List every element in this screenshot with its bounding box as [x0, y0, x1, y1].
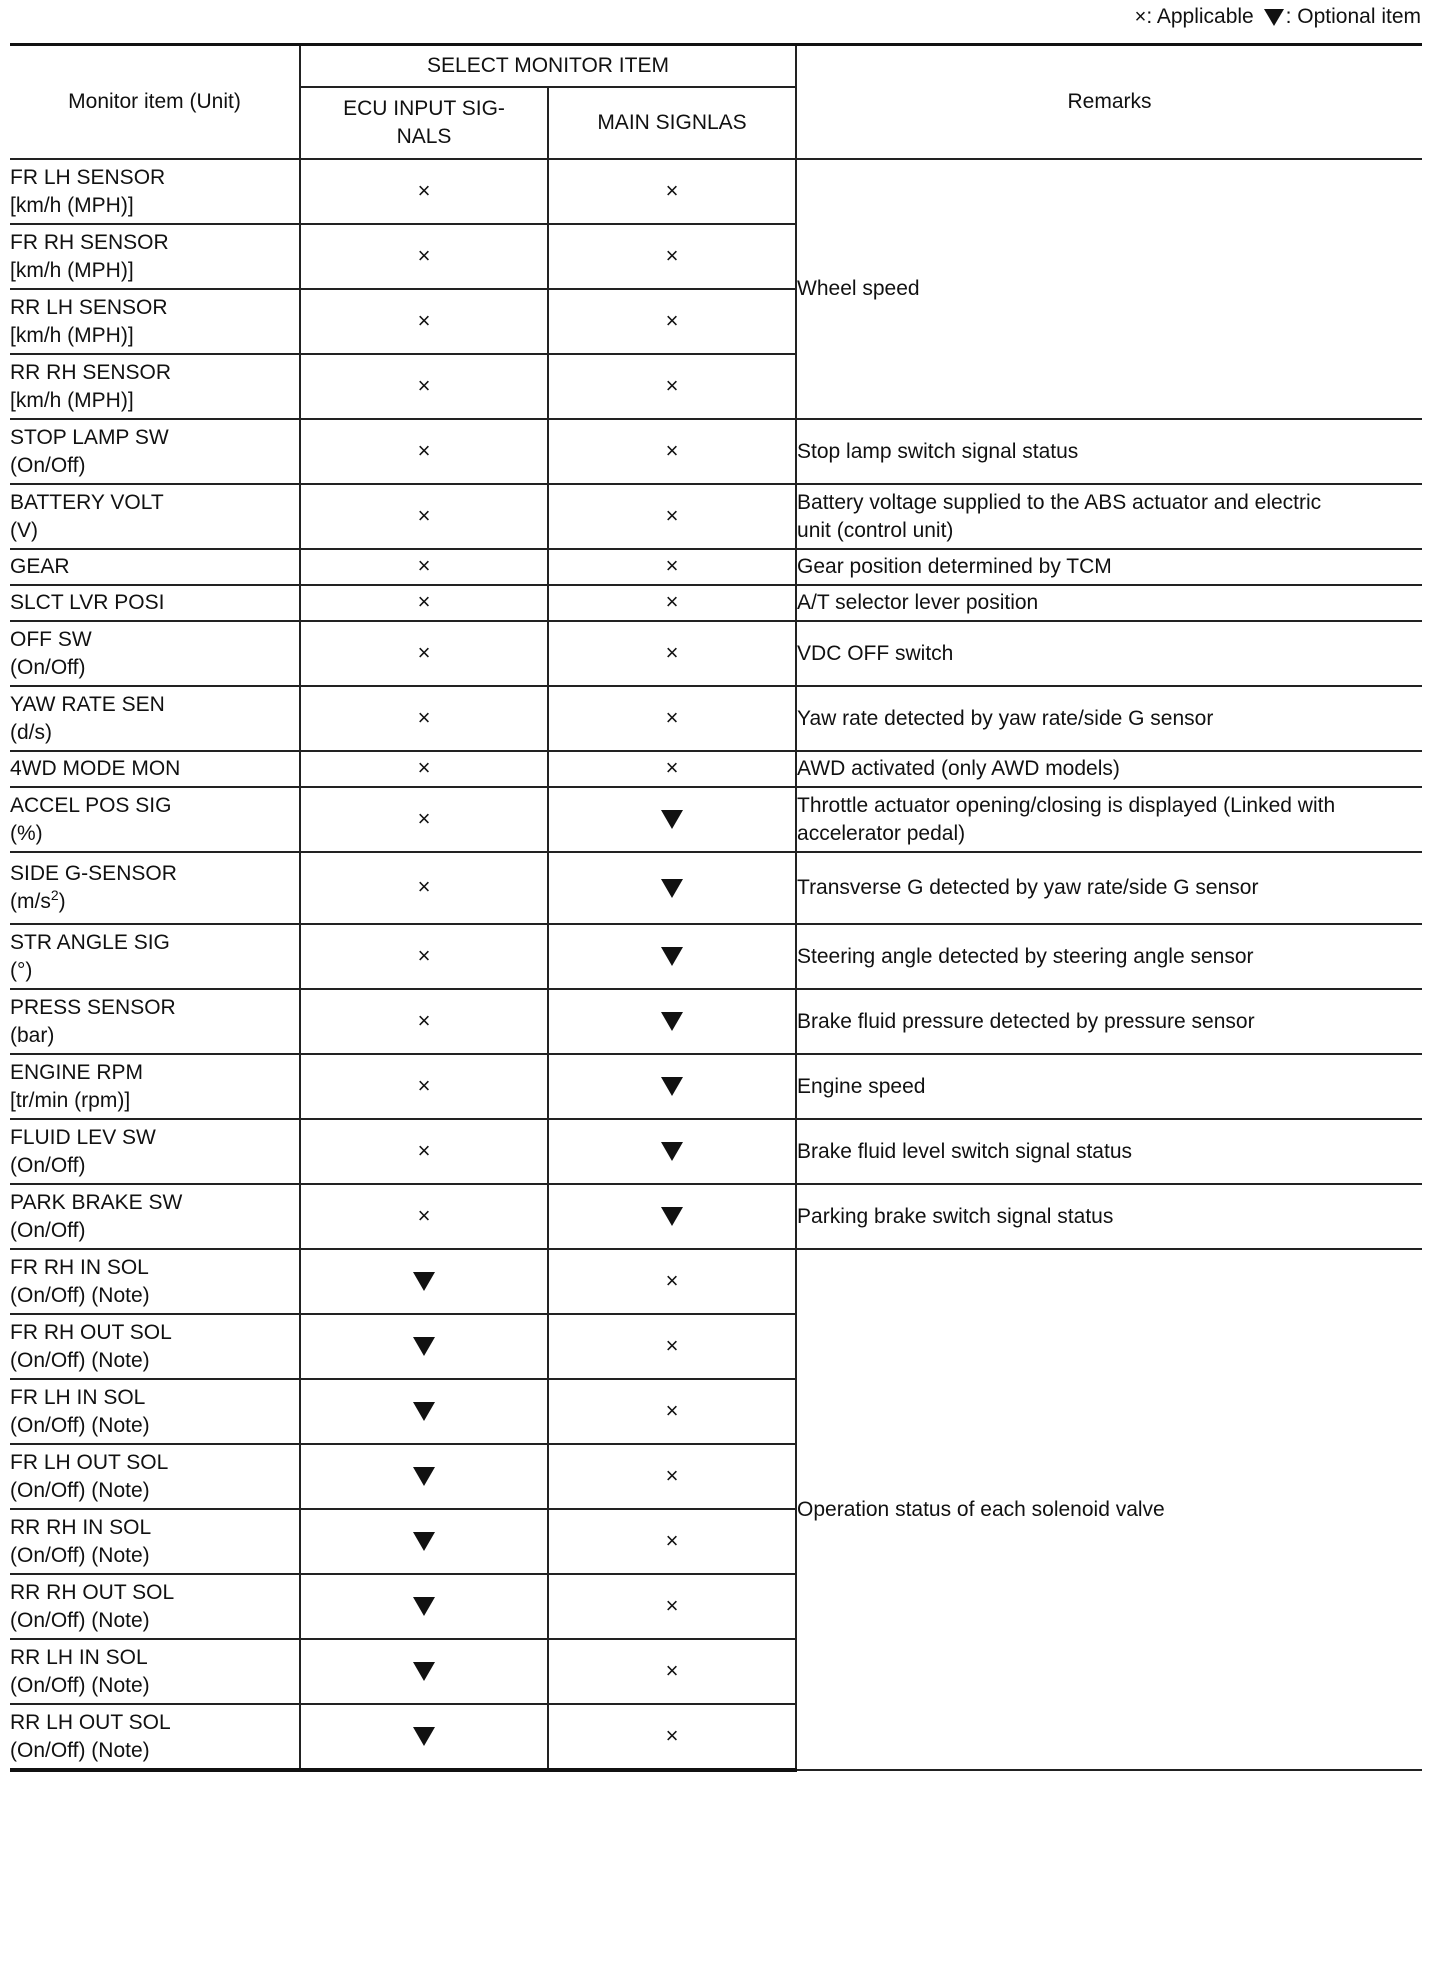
item-label: ACCEL POS SIG — [10, 793, 172, 817]
item-unit: (%) — [10, 821, 43, 845]
applicable-label: : Applicable — [1146, 5, 1254, 28]
monitor-item-table — [10, 43, 1422, 1772]
main-cell — [548, 1444, 796, 1509]
item-label: FR RH SENSOR — [10, 230, 169, 254]
main-cell — [548, 751, 796, 787]
optional-triangle-icon — [661, 1142, 683, 1161]
remark-gear: Gear position determined by TCM — [796, 549, 1422, 585]
row-item-name — [10, 1314, 300, 1379]
row-item-name — [10, 751, 300, 787]
item-unit: (bar) — [10, 1023, 55, 1047]
remark-engine-rpm: Engine speed — [796, 1054, 1422, 1119]
row-item-name — [10, 549, 300, 585]
main-cell — [548, 419, 796, 484]
row-item-name — [10, 484, 300, 549]
table-row — [10, 852, 1422, 924]
applicable-mark: × — [665, 755, 679, 780]
table-row — [10, 751, 1422, 787]
ecu-cell — [300, 751, 548, 787]
remark-solenoid: Operation status of each solenoid valve — [796, 1249, 1422, 1770]
row-item-name — [10, 1249, 300, 1314]
main-cell — [548, 159, 796, 224]
applicable-mark: × — [665, 1592, 679, 1618]
optional-triangle-icon — [413, 1532, 435, 1551]
applicable-mark: × — [417, 704, 431, 730]
item-label: FR LH OUT SOL — [10, 1450, 169, 1474]
row-item-name — [10, 585, 300, 621]
applicable-mark: × — [665, 242, 679, 268]
row-item-name — [10, 621, 300, 686]
item-unit — [10, 888, 299, 916]
applicable-mark: × — [665, 704, 679, 730]
ecu-cell — [300, 585, 548, 621]
row-item-name — [10, 1574, 300, 1639]
remark-line: accelerator pedal) — [797, 821, 966, 845]
main-cell — [548, 1509, 796, 1574]
optional-triangle-icon — [661, 947, 683, 966]
applicable-mark: × — [417, 874, 431, 899]
item-unit: [km/h (MPH)] — [10, 258, 134, 282]
main-cell — [548, 852, 796, 924]
optional-triangle-icon — [413, 1272, 435, 1291]
remark-battery — [796, 484, 1422, 549]
ecu-cell — [300, 484, 548, 549]
remark-line: Battery voltage supplied to the ABS actuator and electric — [797, 490, 1322, 514]
remark-stop-lamp: Stop lamp switch signal status — [796, 419, 1422, 484]
table-row — [10, 787, 1422, 852]
applicable-mark: × — [417, 755, 431, 780]
table-row — [10, 686, 1422, 751]
applicable-mark: × — [665, 307, 679, 333]
remark-park-brake: Parking brake switch signal status — [796, 1184, 1422, 1249]
remark-side-g: Transverse G detected by yaw rate/side G sensor — [796, 852, 1422, 924]
applicable-mark: × — [665, 1332, 679, 1358]
applicable-mark: × — [665, 372, 679, 398]
main-cell — [548, 1054, 796, 1119]
remark-accel-pos — [796, 787, 1422, 852]
row-item-name — [10, 1704, 300, 1770]
applicable-mark: × — [417, 553, 431, 578]
item-unit: (On/Off) (Note) — [10, 1478, 150, 1502]
applicable-mark: × — [665, 553, 679, 578]
optional-triangle-icon — [661, 1012, 683, 1031]
main-cell — [548, 1119, 796, 1184]
optional-triangle-icon — [413, 1337, 435, 1356]
row-item-name — [10, 1184, 300, 1249]
item-label: 4WD MODE MON — [10, 757, 181, 780]
main-cell — [548, 1574, 796, 1639]
header-select-monitor-item: SELECT MONITOR ITEM — [300, 45, 796, 88]
ecu-cell — [300, 224, 548, 289]
item-unit: (On/Off) (Note) — [10, 1673, 150, 1697]
applicable-mark: × — [665, 1462, 679, 1488]
main-cell — [548, 1379, 796, 1444]
item-unit: (On/Off) — [10, 1153, 86, 1177]
ecu-cell — [300, 621, 548, 686]
row-item-name — [10, 787, 300, 852]
main-cell — [548, 585, 796, 621]
main-cell — [548, 224, 796, 289]
main-cell — [548, 1639, 796, 1704]
main-cell — [548, 1249, 796, 1314]
ecu-cell — [300, 924, 548, 989]
ecu-cell — [300, 989, 548, 1054]
header-monitor-item: Monitor item (Unit) — [10, 45, 300, 160]
table-row — [10, 989, 1422, 1054]
item-label: RR LH IN SOL — [10, 1645, 148, 1669]
ecu-cell — [300, 1379, 548, 1444]
ecu-cell — [300, 1119, 548, 1184]
applicable-mark: × — [417, 805, 431, 831]
applicable-mark: × — [417, 242, 431, 268]
item-label: BATTERY VOLT — [10, 490, 164, 514]
ecu-cell — [300, 1639, 548, 1704]
main-cell — [548, 621, 796, 686]
item-unit: [km/h (MPH)] — [10, 323, 134, 347]
applicable-mark: × — [417, 1007, 431, 1033]
table-row — [10, 1054, 1422, 1119]
item-label: OFF SW — [10, 627, 92, 651]
header-ecu-input-signals — [300, 87, 548, 159]
ecu-cell — [300, 1444, 548, 1509]
item-label: RR LH SENSOR — [10, 295, 168, 319]
applicable-mark: × — [417, 589, 431, 614]
applicable-mark: × — [417, 437, 431, 463]
item-unit: (°) — [10, 958, 33, 982]
applicable-mark: × — [665, 502, 679, 528]
unit-prefix: (m/s — [10, 890, 51, 913]
header-ecu-line-2: NALS — [396, 125, 452, 148]
ecu-cell — [300, 354, 548, 419]
row-item-name — [10, 1379, 300, 1444]
item-label: FLUID LEV SW — [10, 1125, 156, 1149]
row-item-name — [10, 1639, 300, 1704]
ecu-cell — [300, 1184, 548, 1249]
main-cell — [548, 289, 796, 354]
row-item-name — [10, 1054, 300, 1119]
header-ecu-line-1: ECU INPUT SIG- — [343, 97, 505, 120]
applicable-mark: × — [417, 942, 431, 968]
applicable-mark: × — [417, 1202, 431, 1228]
table-row — [10, 419, 1422, 484]
remark-press-sensor: Brake fluid pressure detected by pressure sensor — [796, 989, 1422, 1054]
row-item-name — [10, 354, 300, 419]
ecu-cell — [300, 159, 548, 224]
applicable-mark: × — [665, 177, 679, 203]
item-unit: (V) — [10, 518, 38, 542]
optional-label: : Optional item — [1285, 5, 1421, 28]
remark-line: unit (control unit) — [797, 518, 954, 542]
unit-exponent: 2 — [50, 887, 59, 903]
applicable-symbol: × — [1134, 6, 1147, 28]
row-item-name — [10, 989, 300, 1054]
main-cell — [548, 354, 796, 419]
table-row — [10, 484, 1422, 549]
row-item-name — [10, 1444, 300, 1509]
item-unit: (On/Off) — [10, 453, 86, 477]
applicable-mark: × — [665, 437, 679, 463]
remark-yaw-rate: Yaw rate detected by yaw rate/side G sensor — [796, 686, 1422, 751]
applicable-mark: × — [417, 372, 431, 398]
main-cell — [548, 1184, 796, 1249]
item-unit: [km/h (MPH)] — [10, 193, 134, 217]
applicable-mark: × — [417, 502, 431, 528]
ecu-cell — [300, 1704, 548, 1770]
optional-triangle-icon — [661, 1077, 683, 1096]
table-row — [10, 549, 1422, 585]
main-cell — [548, 787, 796, 852]
item-label: RR RH SENSOR — [10, 360, 172, 384]
row-item-name — [10, 289, 300, 354]
ecu-cell — [300, 289, 548, 354]
header-main-signals: MAIN SIGNLAS — [548, 87, 796, 159]
row-item-name — [10, 159, 300, 224]
table-row — [10, 1249, 1422, 1314]
table-row — [10, 621, 1422, 686]
item-unit: (On/Off) — [10, 1218, 86, 1242]
row-item-name — [10, 924, 300, 989]
applicable-mark: × — [665, 1267, 679, 1293]
item-unit: (On/Off) (Note) — [10, 1413, 150, 1437]
ecu-cell — [300, 1509, 548, 1574]
main-cell — [548, 989, 796, 1054]
item-label: SIDE G-SENSOR — [10, 862, 177, 885]
optional-triangle-icon — [413, 1662, 435, 1681]
row-item-name — [10, 1509, 300, 1574]
item-label: FR RH OUT SOL — [10, 1320, 172, 1344]
optional-triangle-icon — [1264, 9, 1284, 26]
remark-mode-mon: AWD activated (only AWD models) — [796, 751, 1422, 787]
table-row — [10, 1184, 1422, 1249]
item-label: ENGINE RPM — [10, 1060, 144, 1084]
legend — [1135, 4, 1421, 30]
table-row — [10, 159, 1422, 224]
item-label: STOP LAMP SW — [10, 425, 169, 449]
applicable-mark: × — [417, 307, 431, 333]
applicable-mark: × — [665, 1657, 679, 1683]
main-cell — [548, 1314, 796, 1379]
optional-triangle-icon — [413, 1402, 435, 1421]
remark-wheel-speed: Wheel speed — [796, 159, 1422, 419]
item-label: RR RH OUT SOL — [10, 1580, 175, 1604]
applicable-mark: × — [665, 1397, 679, 1423]
applicable-mark: × — [417, 1137, 431, 1163]
item-label: RR RH IN SOL — [10, 1515, 152, 1539]
ecu-cell — [300, 1054, 548, 1119]
optional-triangle-icon — [661, 810, 683, 829]
item-unit: [tr/min (rpm)] — [10, 1088, 131, 1112]
applicable-mark: × — [665, 1722, 679, 1748]
row-item-name — [10, 852, 300, 924]
ecu-cell — [300, 787, 548, 852]
applicable-mark: × — [665, 639, 679, 665]
item-unit: (On/Off) (Note) — [10, 1608, 150, 1632]
row-item-name — [10, 419, 300, 484]
ecu-cell — [300, 1249, 548, 1314]
applicable-mark: × — [417, 639, 431, 665]
applicable-mark: × — [417, 1072, 431, 1098]
header-remarks: Remarks — [796, 45, 1422, 160]
table-body — [10, 159, 1422, 1770]
unit-suffix: ) — [58, 890, 66, 913]
ecu-cell — [300, 419, 548, 484]
item-label: STR ANGLE SIG — [10, 930, 170, 954]
optional-triangle-icon — [413, 1467, 435, 1486]
item-label: GEAR — [10, 555, 70, 578]
item-label: YAW RATE SEN — [10, 692, 165, 716]
table-row — [10, 585, 1422, 621]
main-cell — [548, 1704, 796, 1770]
optional-triangle-icon — [661, 1207, 683, 1226]
ecu-cell — [300, 1314, 548, 1379]
item-unit: (On/Off) (Note) — [10, 1738, 150, 1762]
remark-line: Throttle actuator opening/closing is displayed (Linked with — [797, 793, 1336, 817]
row-item-name — [10, 686, 300, 751]
item-label: PRESS SENSOR — [10, 995, 176, 1019]
ecu-cell — [300, 686, 548, 751]
item-unit: (On/Off) (Note) — [10, 1348, 150, 1372]
item-label: RR LH OUT SOL — [10, 1710, 171, 1734]
applicable-mark: × — [665, 589, 679, 614]
row-item-name — [10, 224, 300, 289]
optional-triangle-icon — [413, 1727, 435, 1746]
item-label: FR LH SENSOR — [10, 165, 166, 189]
optional-triangle-icon — [413, 1597, 435, 1616]
item-label: FR LH IN SOL — [10, 1385, 146, 1409]
applicable-mark: × — [417, 177, 431, 203]
remark-fluid-level: Brake fluid level switch signal status — [796, 1119, 1422, 1184]
ecu-cell — [300, 852, 548, 924]
table-row — [10, 924, 1422, 989]
item-unit: (On/Off) (Note) — [10, 1283, 150, 1307]
item-unit: (d/s) — [10, 720, 52, 744]
item-unit: (On/Off) — [10, 655, 86, 679]
remark-selector-lever: A/T selector lever position — [796, 585, 1422, 621]
applicable-mark: × — [665, 1527, 679, 1553]
item-label: FR RH IN SOL — [10, 1255, 149, 1279]
item-label: SLCT LVR POSI — [10, 591, 165, 614]
table-row — [10, 1119, 1422, 1184]
ecu-cell — [300, 1574, 548, 1639]
row-item-name — [10, 1119, 300, 1184]
ecu-cell — [300, 549, 548, 585]
remark-off-switch: VDC OFF switch — [796, 621, 1422, 686]
main-cell — [548, 686, 796, 751]
optional-triangle-icon — [661, 879, 683, 898]
item-unit: (On/Off) (Note) — [10, 1543, 150, 1567]
main-cell — [548, 924, 796, 989]
item-label: PARK BRAKE SW — [10, 1190, 183, 1214]
item-unit: [km/h (MPH)] — [10, 388, 134, 412]
main-cell — [548, 484, 796, 549]
main-cell — [548, 549, 796, 585]
remark-steering-angle: Steering angle detected by steering angle sensor — [796, 924, 1422, 989]
